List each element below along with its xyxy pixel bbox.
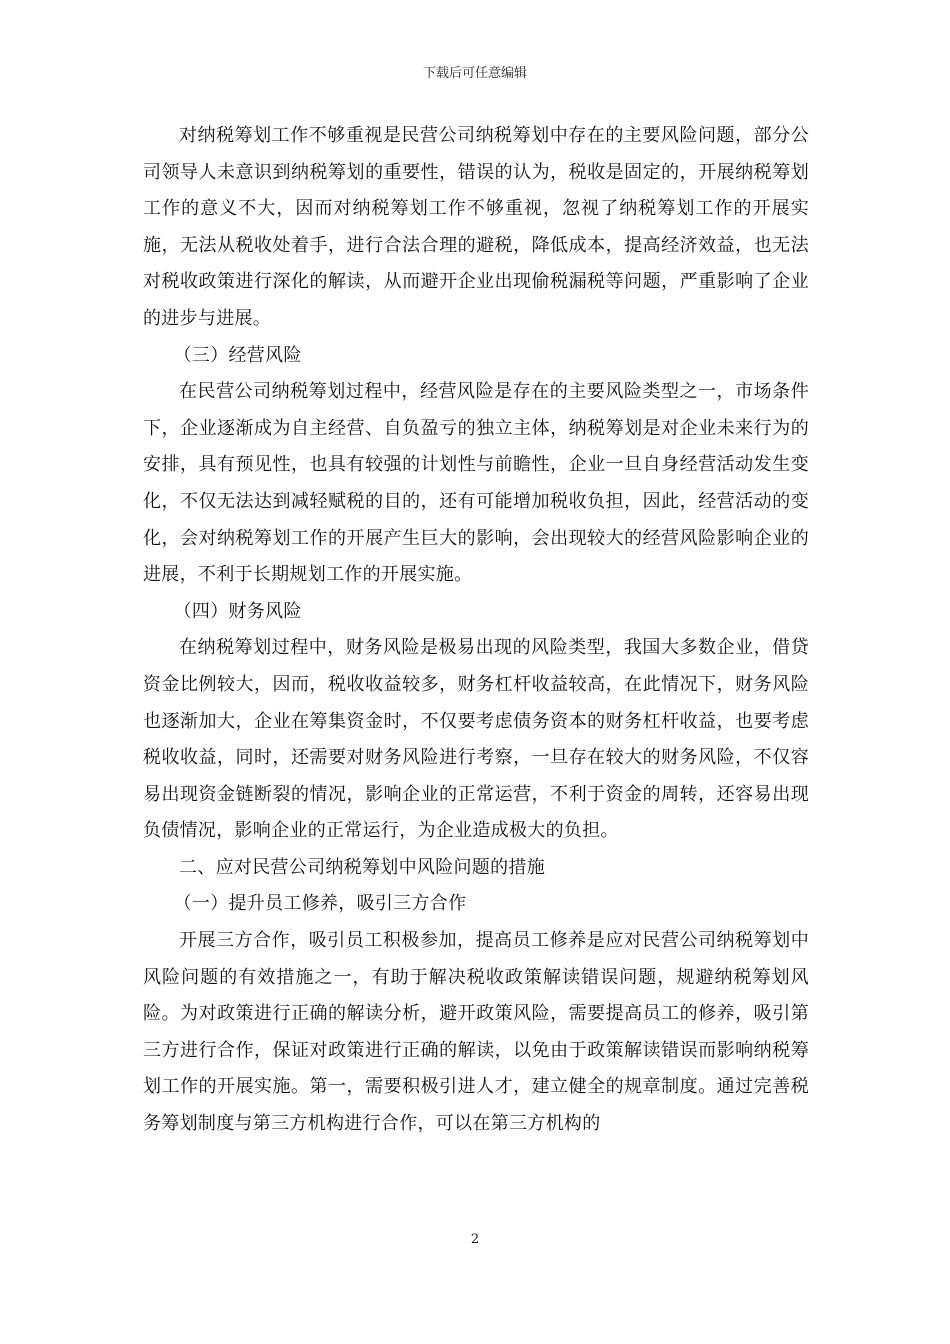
page-number: 2 <box>470 1232 480 1247</box>
heading-operating-risk: （三）经营风险 <box>173 344 302 366</box>
paragraph-operating-risk: 在民营公司纳税筹划过程中，经营风险是存在的主要风险类型之一，市场条件下，企业逐渐成为自主经营、自负盈亏的独立主体，纳税筹划是对企业未来行为的安排，具有预见性，也具有较强的计划性与前瞻性，企业一旦自身经营活动发生变化，不仅无法达到减轻赋税的目的，还有可能增加税收负担，因此，经营活动的变化，会对纳税筹划工作的开展产生巨大的影响，会出现较大的经营风险影响企业的进展，不利于长期规划工作的开展实施。 <box>143 381 809 586</box>
paragraph-staff-and-cooperation: 开展三方合作，吸引员工积极参加，提高员工修养是应对民营公司纳税筹划中风险问题的有效措施之一，有助于解决税收政策解读错误问题，规避纳税筹划风险。为对政策进行正确的解读分析，避开政策风险，需要提高员工的修养，吸引第三方进行合作，保证对政策进行正确的解读，以免由于政策解读错误而影响纳税筹划工作的开展实施。第一，需要积极引进人才，建立健全的规章制度。通过完善税务筹划制度与第三方机构进行合作，可以在第三方机构的 <box>143 930 809 1135</box>
heading-section-two: 二、应对民营公司纳税筹划中风险问题的措施 <box>179 856 545 878</box>
document-body <box>143 118 809 1143</box>
heading-financial-risk: （四）财务风险 <box>173 600 302 622</box>
heading-staff-and-cooperation: （一）提升员工修养，吸引三方合作 <box>173 893 467 915</box>
paragraph-tax-planning-neglect: 对纳税筹划工作不够重视是民营公司纳税筹划中存在的主要风险问题，部分公司领导人未意识到纳税筹划的重要性，错误的认为，税收是固定的，开展纳税筹划工作的意义不大，因而对纳税筹划工作不够重视，忽视了纳税筹划工作的开展实施，无法从税收处着手，进行合法合理的避税，降低成本，提高经济效益，也无法对税收政策进行深化的解读，从而避开企业出现偷税漏税等问题，严重影响了企业的进步与进展。 <box>143 125 809 329</box>
page-header: 下载后可任意编辑 <box>422 66 527 81</box>
paragraph-financial-risk: 在纳税筹划过程中，财务风险是极易出现的风险类型，我国大多数企业，借贷资金比例较大，因而，税收收益较多，财务杠杆收益较高，在此情况下，财务风险也逐渐加大，企业在筹集资金时，不仅要考虑债务资本的财务杠杆收益，也要考虑税收收益，同时，还需要对财务风险进行考察，一旦存在较大的财务风险，不仅容易出现资金链断裂的情况，影响企业的正常运营，不利于资金的周转，还容易出现负债情况，影响企业的正常运行，为企业造成极大的负担。 <box>143 637 809 842</box>
